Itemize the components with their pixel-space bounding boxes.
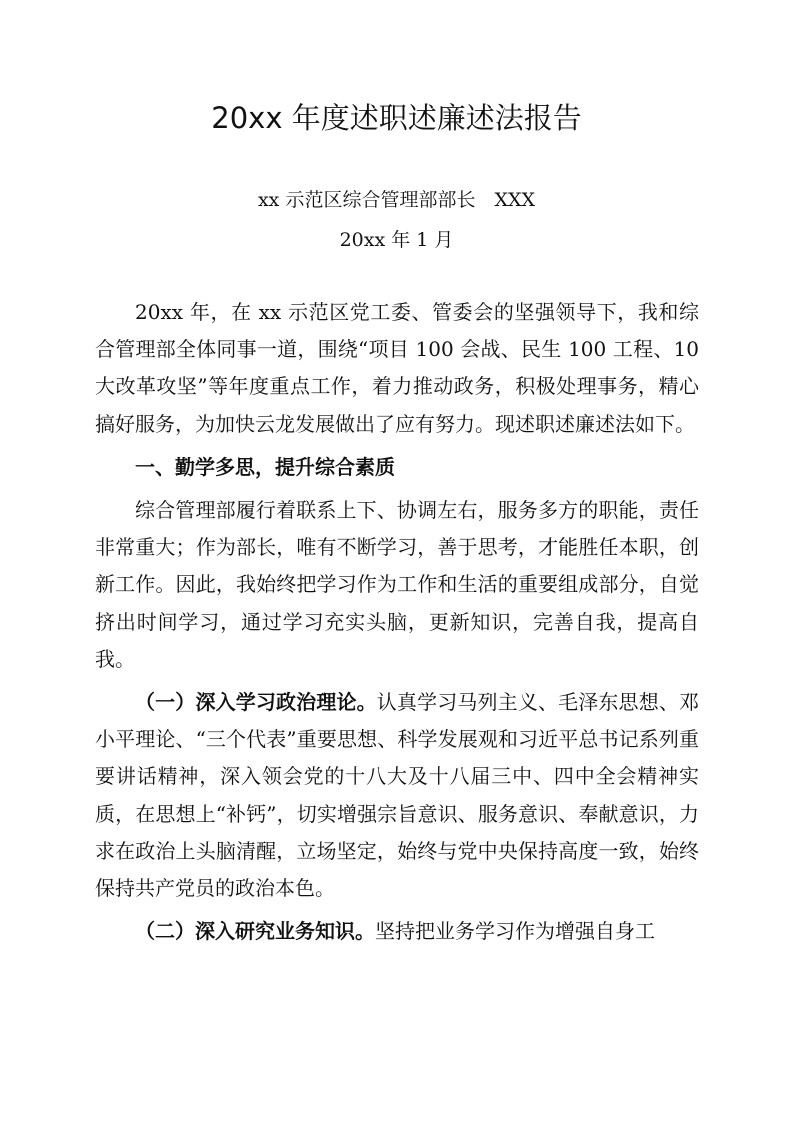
sub-item-paragraph — [95, 684, 699, 907]
sub-item-text: 认真学习马列主义、毛泽东思想、邓小平理论、“三个代表”重要思想、科学发展观和习近平总书记系列重要讲话精神，深入领会党的十八大及十八届三中、四中全会精神实质，在思想上“补钙”，切实增强宗旨意识、服务意识、奉献意识，力求在政治上头脑清醒，立场坚定，始终与党中央保持高度一致，始终保持共产党员的政治本色。 — [95, 690, 700, 901]
sub-item-lead: （一）深入学习政治理论。 — [135, 690, 377, 715]
section-heading: 一、勤学多思，提升综合素质 — [135, 454, 395, 479]
sub-item-lead: （二）深入研究业务知识。 — [135, 919, 375, 944]
document-body — [95, 294, 699, 950]
date-line: 20xx 年 1 月 — [339, 229, 454, 251]
sub-item-text: 坚持把业务学习作为增强自身工 — [375, 919, 655, 944]
author-line: xx 示范区综合管理部部长 XXX — [257, 189, 536, 211]
intro-paragraph: 20xx 年，在 xx 示范区党工委、管委会的坚强领导下，我和综合管理部全体同事一道，围绕“项目 100 会战、民生 100 工程、10 大改革攻坚”等年度重点工作，着力推动政务，积极处理事务，精心搞好服务，为加快云龙发展做出了应有努力。现述职述廉述法如下。 — [95, 300, 699, 436]
document-title: 20xx 年度述职述廉述法报告 — [211, 101, 582, 135]
sub-item-paragraph — [95, 913, 699, 950]
section-paragraph: 综合管理部履行着联系上下、协调左右，服务多方的职能，责任非常重大；作为部长，唯有不断学习，善于思考，才能胜任本职，创新工作。因此，我始终把学习作为工作和生活的重要组成部分，自觉挤出时间学习，通过学习充实头脑，更新知识，完善自我，提高自我。 — [95, 498, 699, 671]
